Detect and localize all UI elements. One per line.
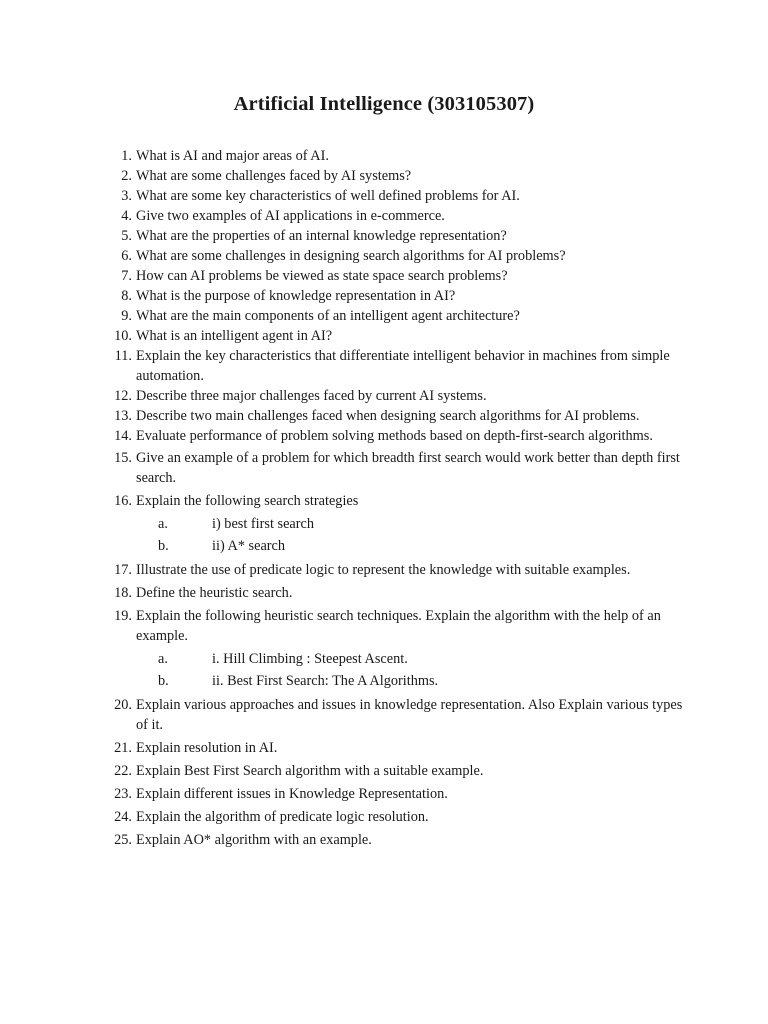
sub-question-text: ii. Best First Search: The A Algorithms. bbox=[212, 673, 439, 689]
sub-question-text: i) best first search bbox=[212, 516, 315, 532]
question-number: 15. bbox=[114, 450, 132, 466]
question-item bbox=[104, 761, 684, 781]
question-number: 8. bbox=[121, 288, 132, 304]
question-item bbox=[104, 346, 684, 386]
question-number: 4. bbox=[121, 208, 132, 224]
question-number: 25. bbox=[114, 832, 132, 848]
question-text: Give two examples of AI applications in e-commerce. bbox=[136, 208, 445, 224]
question-text: Illustrate the use of predicate logic to represent the knowledge with suitable examples. bbox=[136, 562, 631, 578]
question-number: 21. bbox=[114, 740, 132, 756]
question-item bbox=[104, 448, 684, 488]
sub-question-list bbox=[136, 648, 684, 692]
question-number: 23. bbox=[114, 786, 132, 802]
question-item bbox=[104, 426, 684, 446]
question-text: Give an example of a problem for which breadth first search would work better than depth first search. bbox=[136, 450, 680, 486]
question-number: 1. bbox=[121, 148, 132, 164]
question-item bbox=[104, 166, 684, 186]
sub-question-item bbox=[136, 535, 684, 557]
sub-question-item bbox=[136, 513, 684, 535]
question-text: What are some challenges in designing search algorithms for AI problems? bbox=[136, 248, 566, 264]
question-item bbox=[104, 286, 684, 306]
question-text: What is AI and major areas of AI. bbox=[136, 148, 329, 164]
question-text: What are the properties of an internal knowledge representation? bbox=[136, 228, 507, 244]
question-text: Explain different issues in Knowledge Representation. bbox=[136, 786, 448, 802]
question-text: Explain resolution in AI. bbox=[136, 740, 278, 756]
question-number: 12. bbox=[114, 388, 132, 404]
question-item bbox=[104, 738, 684, 758]
question-text: Describe three major challenges faced by current AI systems. bbox=[136, 388, 487, 404]
question-number: 14. bbox=[114, 428, 132, 444]
question-list bbox=[104, 146, 684, 850]
question-item bbox=[104, 491, 684, 557]
sub-question-letter: b. bbox=[158, 673, 169, 689]
question-number: 5. bbox=[121, 228, 132, 244]
sub-question-item bbox=[136, 648, 684, 670]
question-text: How can AI problems be viewed as state space search problems? bbox=[136, 268, 508, 284]
question-item bbox=[104, 186, 684, 206]
question-item bbox=[104, 306, 684, 326]
question-number: 11. bbox=[114, 348, 132, 364]
question-text: Explain various approaches and issues in knowledge representation. Also Explain various types of it. bbox=[136, 697, 683, 733]
question-text: What is the purpose of knowledge representation in AI? bbox=[136, 288, 456, 304]
sub-question-text: i. Hill Climbing : Steepest Ascent. bbox=[212, 651, 408, 667]
question-number: 16. bbox=[114, 493, 132, 509]
question-number: 3. bbox=[121, 188, 132, 204]
question-number: 10. bbox=[114, 328, 132, 344]
question-item bbox=[104, 560, 684, 580]
question-text: What is an intelligent agent in AI? bbox=[136, 328, 333, 344]
question-text: Explain the following search strategies bbox=[136, 493, 359, 509]
question-text: Describe two main challenges faced when designing search algorithms for AI problems. bbox=[136, 408, 640, 424]
question-number: 22. bbox=[114, 763, 132, 779]
question-item bbox=[104, 206, 684, 226]
question-text: Explain Best First Search algorithm with a suitable example. bbox=[136, 763, 484, 779]
question-item bbox=[104, 266, 684, 286]
question-number: 13. bbox=[114, 408, 132, 424]
question-text: Evaluate performance of problem solving methods based on depth-first-search algorithms. bbox=[136, 428, 653, 444]
question-item bbox=[104, 784, 684, 804]
sub-question-letter: b. bbox=[158, 538, 169, 554]
question-text: What are the main components of an intelligent agent architecture? bbox=[136, 308, 520, 324]
question-item bbox=[104, 606, 684, 692]
question-number: 9. bbox=[121, 308, 132, 324]
question-number: 20. bbox=[114, 697, 132, 713]
question-item bbox=[104, 146, 684, 166]
question-number: 6. bbox=[121, 248, 132, 264]
question-text: Explain the following heuristic search techniques. Explain the algorithm with the help of an example. bbox=[136, 608, 661, 644]
question-text: Explain the key characteristics that differentiate intelligent behavior in machines from simple automation. bbox=[136, 348, 670, 384]
question-item bbox=[104, 246, 684, 266]
question-item bbox=[104, 226, 684, 246]
question-number: 24. bbox=[114, 809, 132, 825]
question-item bbox=[104, 386, 684, 406]
question-number: 7. bbox=[121, 268, 132, 284]
question-item bbox=[104, 830, 684, 850]
question-text: What are some key characteristics of well defined problems for AI. bbox=[136, 188, 520, 204]
sub-question-list bbox=[136, 513, 684, 557]
question-number: 2. bbox=[121, 168, 132, 184]
sub-question-text: ii) A* search bbox=[212, 538, 286, 554]
question-item bbox=[104, 583, 684, 603]
question-number: 17. bbox=[114, 562, 132, 578]
question-item bbox=[104, 807, 684, 827]
question-number: 18. bbox=[114, 585, 132, 601]
sub-question-letter: a. bbox=[158, 516, 168, 532]
question-item bbox=[104, 326, 684, 346]
sub-question-letter: a. bbox=[158, 651, 168, 667]
sub-question-item bbox=[136, 670, 684, 692]
document-title: Artificial Intelligence (303105307) bbox=[233, 93, 535, 115]
question-text: Explain the algorithm of predicate logic resolution. bbox=[136, 809, 429, 825]
question-item bbox=[104, 406, 684, 426]
question-text: Define the heuristic search. bbox=[136, 585, 293, 601]
question-item bbox=[104, 695, 684, 735]
question-text: Explain AO* algorithm with an example. bbox=[136, 832, 372, 848]
question-number: 19. bbox=[114, 608, 132, 624]
question-text: What are some challenges faced by AI systems? bbox=[136, 168, 412, 184]
